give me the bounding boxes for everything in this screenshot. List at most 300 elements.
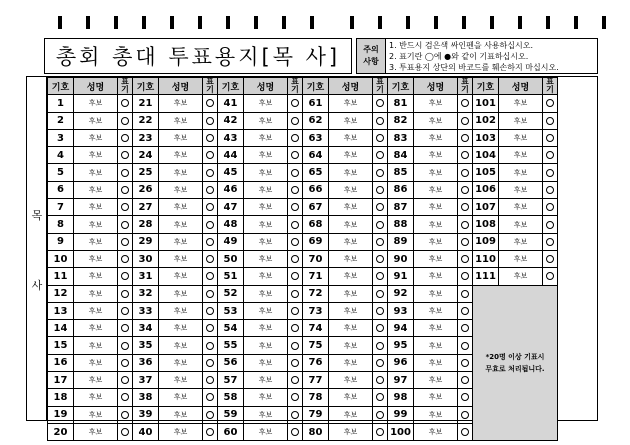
mark-cell[interactable] bbox=[373, 389, 388, 406]
mark-cell[interactable] bbox=[458, 268, 473, 285]
mark-cell[interactable] bbox=[373, 233, 388, 250]
mark-circle-icon[interactable] bbox=[546, 255, 554, 263]
mark-circle-icon[interactable] bbox=[291, 203, 299, 211]
table-row bbox=[48, 147, 558, 164]
candidate-name: 후보 bbox=[329, 354, 373, 371]
mark-cell[interactable] bbox=[288, 250, 303, 267]
mark-cell[interactable] bbox=[203, 181, 218, 198]
mark-circle-icon[interactable] bbox=[461, 342, 469, 350]
mark-circle-icon[interactable] bbox=[546, 272, 554, 280]
mark-circle-icon[interactable] bbox=[121, 393, 129, 401]
candidate-name: 후보 bbox=[74, 268, 118, 285]
mark-cell[interactable] bbox=[203, 389, 218, 406]
mark-cell[interactable] bbox=[118, 129, 133, 146]
mark-cell[interactable] bbox=[288, 95, 303, 112]
mark-circle-icon[interactable] bbox=[461, 290, 469, 298]
mark-circle-icon[interactable] bbox=[121, 272, 129, 280]
candidate-name: 후보 bbox=[159, 406, 203, 423]
mark-cell[interactable] bbox=[543, 233, 558, 250]
mark-circle-icon[interactable] bbox=[376, 324, 384, 332]
number-header: 기호 bbox=[133, 78, 159, 95]
mark-cell[interactable] bbox=[118, 354, 133, 371]
mark-circle-icon[interactable] bbox=[121, 186, 129, 194]
candidate-number: 17 bbox=[48, 372, 74, 389]
candidate-number: 22 bbox=[133, 112, 159, 129]
mark-circle-icon[interactable] bbox=[206, 376, 214, 384]
mark-cell[interactable] bbox=[203, 233, 218, 250]
candidate-number: 57 bbox=[218, 372, 244, 389]
mark-circle-icon[interactable] bbox=[121, 307, 129, 315]
candidate-name: 후보 bbox=[499, 147, 543, 164]
mark-cell[interactable] bbox=[203, 95, 218, 112]
mark-cell[interactable] bbox=[373, 199, 388, 216]
mark-cell[interactable] bbox=[203, 354, 218, 371]
mark-circle-icon[interactable] bbox=[291, 376, 299, 384]
mark-circle-icon[interactable] bbox=[121, 290, 129, 298]
mark-circle-icon[interactable] bbox=[376, 203, 384, 211]
mark-cell[interactable] bbox=[458, 320, 473, 337]
candidate-name: 후보 bbox=[159, 302, 203, 319]
mark-circle-icon[interactable] bbox=[461, 393, 469, 401]
candidate-name: 후보 bbox=[244, 268, 288, 285]
mark-cell[interactable] bbox=[118, 233, 133, 250]
mark-cell[interactable] bbox=[288, 233, 303, 250]
mark-cell[interactable] bbox=[373, 320, 388, 337]
mark-circle-icon[interactable] bbox=[121, 359, 129, 367]
mark-cell[interactable] bbox=[203, 216, 218, 233]
mark-circle-icon[interactable] bbox=[461, 359, 469, 367]
mark-circle-icon[interactable] bbox=[376, 359, 384, 367]
mark-circle-icon[interactable] bbox=[121, 203, 129, 211]
candidate-number: 81 bbox=[388, 95, 414, 112]
mark-circle-icon[interactable] bbox=[206, 117, 214, 125]
mark-cell[interactable] bbox=[203, 199, 218, 216]
mark-cell[interactable] bbox=[288, 147, 303, 164]
mark-circle-icon[interactable] bbox=[206, 359, 214, 367]
mark-cell[interactable] bbox=[288, 302, 303, 319]
mark-cell[interactable] bbox=[458, 285, 473, 302]
mark-cell[interactable] bbox=[373, 423, 388, 440]
table-row bbox=[48, 95, 558, 112]
timing-mark bbox=[226, 16, 230, 29]
notice-header bbox=[357, 39, 386, 73]
mark-circle-icon[interactable] bbox=[461, 376, 469, 384]
mark-cell[interactable] bbox=[118, 181, 133, 198]
candidate-number: 30 bbox=[133, 250, 159, 267]
mark-cell[interactable] bbox=[458, 129, 473, 146]
mark-cell[interactable] bbox=[288, 181, 303, 198]
mark-cell[interactable] bbox=[118, 216, 133, 233]
mark-cell[interactable] bbox=[203, 164, 218, 181]
mark-cell[interactable] bbox=[288, 164, 303, 181]
mark-cell[interactable] bbox=[118, 372, 133, 389]
mark-cell[interactable] bbox=[118, 268, 133, 285]
timing-mark bbox=[350, 16, 354, 29]
candidate-number: 108 bbox=[473, 216, 499, 233]
mark-circle-icon[interactable] bbox=[546, 134, 554, 142]
mark-circle-icon[interactable] bbox=[291, 151, 299, 159]
mark-cell[interactable] bbox=[458, 354, 473, 371]
mark-circle-icon[interactable] bbox=[461, 272, 469, 280]
mark-cell[interactable] bbox=[458, 95, 473, 112]
candidate-table bbox=[47, 77, 558, 441]
candidate-name: 후보 bbox=[244, 129, 288, 146]
mark-cell[interactable] bbox=[118, 95, 133, 112]
mark-circle-icon[interactable] bbox=[461, 411, 469, 419]
mark-cell[interactable] bbox=[458, 406, 473, 423]
mark-cell[interactable] bbox=[543, 199, 558, 216]
mark-cell[interactable] bbox=[288, 389, 303, 406]
mark-circle-icon[interactable] bbox=[376, 117, 384, 125]
mark-circle-icon[interactable] bbox=[461, 324, 469, 332]
mark-cell[interactable] bbox=[373, 164, 388, 181]
mark-cell[interactable] bbox=[543, 129, 558, 146]
mark-cell[interactable] bbox=[458, 233, 473, 250]
mark-circle-icon[interactable] bbox=[206, 134, 214, 142]
mark-circle-icon[interactable] bbox=[206, 99, 214, 107]
mark-circle-icon[interactable] bbox=[461, 151, 469, 159]
candidate-number: 84 bbox=[388, 147, 414, 164]
mark-circle-icon[interactable] bbox=[291, 324, 299, 332]
candidate-number: 37 bbox=[133, 372, 159, 389]
mark-circle-icon[interactable] bbox=[546, 238, 554, 246]
candidate-number: 91 bbox=[388, 268, 414, 285]
candidate-name: 후보 bbox=[159, 147, 203, 164]
header-row bbox=[48, 78, 558, 95]
mark-circle-icon[interactable] bbox=[291, 359, 299, 367]
timing-mark bbox=[574, 16, 578, 29]
mark-cell[interactable] bbox=[373, 112, 388, 129]
mark-circle-icon[interactable] bbox=[376, 342, 384, 350]
mark-cell[interactable] bbox=[373, 216, 388, 233]
mark-circle-icon[interactable] bbox=[376, 307, 384, 315]
candidate-number: 73 bbox=[303, 302, 329, 319]
mark-circle-icon[interactable] bbox=[546, 151, 554, 159]
mark-circle-icon[interactable] bbox=[121, 221, 129, 229]
mark-circle-icon[interactable] bbox=[291, 272, 299, 280]
mark-circle-icon[interactable] bbox=[376, 186, 384, 194]
candidate-number: 58 bbox=[218, 389, 244, 406]
mark-circle-icon[interactable] bbox=[206, 238, 214, 246]
mark-circle-icon[interactable] bbox=[376, 151, 384, 159]
candidate-name: 후보 bbox=[414, 268, 458, 285]
mark-cell[interactable] bbox=[203, 372, 218, 389]
candidate-name: 후보 bbox=[159, 337, 203, 354]
mark-cell[interactable] bbox=[373, 285, 388, 302]
mark-circle-icon[interactable] bbox=[376, 428, 384, 436]
mark-circle-icon[interactable] bbox=[546, 169, 554, 177]
mark-circle-icon[interactable] bbox=[461, 169, 469, 177]
mark-cell[interactable] bbox=[373, 268, 388, 285]
mark-circle-icon[interactable] bbox=[206, 411, 214, 419]
mark-cell[interactable] bbox=[118, 320, 133, 337]
mark-header: 표기 bbox=[203, 78, 218, 95]
mark-cell[interactable] bbox=[458, 216, 473, 233]
mark-circle-icon[interactable] bbox=[291, 393, 299, 401]
candidate-name: 후보 bbox=[74, 372, 118, 389]
mark-circle-icon[interactable] bbox=[121, 238, 129, 246]
mark-circle-icon[interactable] bbox=[121, 411, 129, 419]
mark-header: 표기 bbox=[458, 78, 473, 95]
candidate-number: 1 bbox=[48, 95, 74, 112]
mark-cell[interactable] bbox=[203, 129, 218, 146]
mark-circle-icon[interactable] bbox=[121, 169, 129, 177]
mark-circle-icon[interactable] bbox=[121, 324, 129, 332]
mark-cell[interactable] bbox=[118, 389, 133, 406]
mark-circle-icon[interactable] bbox=[461, 203, 469, 211]
mark-cell[interactable] bbox=[543, 268, 558, 285]
mark-cell[interactable] bbox=[458, 147, 473, 164]
mark-circle-icon[interactable] bbox=[546, 117, 554, 125]
mark-circle-icon[interactable] bbox=[206, 393, 214, 401]
mark-cell[interactable] bbox=[288, 320, 303, 337]
mark-cell[interactable] bbox=[373, 372, 388, 389]
candidate-number: 76 bbox=[303, 354, 329, 371]
mark-circle-icon[interactable] bbox=[461, 186, 469, 194]
mark-cell[interactable] bbox=[118, 199, 133, 216]
candidate-number: 61 bbox=[303, 95, 329, 112]
mark-cell[interactable] bbox=[373, 302, 388, 319]
mark-cell[interactable] bbox=[118, 147, 133, 164]
mark-circle-icon[interactable] bbox=[291, 238, 299, 246]
mark-cell[interactable] bbox=[203, 147, 218, 164]
mark-circle-icon[interactable] bbox=[461, 255, 469, 263]
mark-circle-icon[interactable] bbox=[546, 99, 554, 107]
timing-mark bbox=[602, 16, 606, 29]
mark-cell[interactable] bbox=[118, 337, 133, 354]
mark-circle-icon[interactable] bbox=[121, 428, 129, 436]
mark-circle-icon[interactable] bbox=[546, 221, 554, 229]
mark-cell[interactable] bbox=[373, 250, 388, 267]
candidate-name: 후보 bbox=[159, 199, 203, 216]
mark-cell[interactable] bbox=[458, 199, 473, 216]
mark-cell[interactable] bbox=[203, 337, 218, 354]
mark-circle-icon[interactable] bbox=[206, 203, 214, 211]
mark-circle-icon[interactable] bbox=[206, 307, 214, 315]
mark-cell[interactable] bbox=[458, 372, 473, 389]
mark-circle-icon[interactable] bbox=[121, 151, 129, 159]
mark-cell[interactable] bbox=[458, 389, 473, 406]
mark-circle-icon[interactable] bbox=[376, 238, 384, 246]
mark-cell[interactable] bbox=[118, 302, 133, 319]
mark-cell[interactable] bbox=[373, 181, 388, 198]
mark-header: 표기 bbox=[543, 78, 558, 95]
mark-circle-icon[interactable] bbox=[291, 411, 299, 419]
mark-cell[interactable] bbox=[118, 250, 133, 267]
mark-cell[interactable] bbox=[543, 95, 558, 112]
mark-circle-icon[interactable] bbox=[546, 186, 554, 194]
mark-cell[interactable] bbox=[288, 129, 303, 146]
mark-cell[interactable] bbox=[373, 95, 388, 112]
mark-circle-icon[interactable] bbox=[376, 272, 384, 280]
table-row bbox=[48, 112, 558, 129]
mark-cell[interactable] bbox=[543, 181, 558, 198]
mark-circle-icon[interactable] bbox=[291, 134, 299, 142]
candidate-name: 후보 bbox=[74, 354, 118, 371]
mark-circle-icon[interactable] bbox=[206, 221, 214, 229]
mark-circle-icon[interactable] bbox=[461, 428, 469, 436]
mark-cell[interactable] bbox=[288, 354, 303, 371]
candidate-number: 67 bbox=[303, 199, 329, 216]
mark-circle-icon[interactable] bbox=[376, 393, 384, 401]
mark-circle-icon[interactable] bbox=[121, 255, 129, 263]
mark-cell[interactable] bbox=[288, 199, 303, 216]
mark-circle-icon[interactable] bbox=[121, 376, 129, 384]
candidate-number: 80 bbox=[303, 423, 329, 440]
side-label-char: 목 bbox=[31, 209, 43, 222]
mark-cell[interactable] bbox=[543, 147, 558, 164]
candidate-name: 후보 bbox=[329, 199, 373, 216]
mark-cell[interactable] bbox=[118, 285, 133, 302]
timing-mark bbox=[254, 16, 258, 29]
mark-circle-icon[interactable] bbox=[461, 134, 469, 142]
candidate-number: 83 bbox=[388, 129, 414, 146]
candidate-name: 후보 bbox=[74, 216, 118, 233]
mark-cell[interactable] bbox=[543, 164, 558, 181]
table-row bbox=[48, 181, 558, 198]
candidate-name: 후보 bbox=[414, 372, 458, 389]
mark-cell[interactable] bbox=[373, 129, 388, 146]
mark-circle-icon[interactable] bbox=[291, 169, 299, 177]
mark-circle-icon[interactable] bbox=[291, 221, 299, 229]
candidate-name: 후보 bbox=[499, 268, 543, 285]
mark-circle-icon[interactable] bbox=[206, 324, 214, 332]
mark-cell[interactable] bbox=[288, 268, 303, 285]
mark-circle-icon[interactable] bbox=[376, 169, 384, 177]
mark-circle-icon[interactable] bbox=[461, 307, 469, 315]
mark-cell[interactable] bbox=[373, 354, 388, 371]
mark-cell[interactable] bbox=[458, 181, 473, 198]
mark-cell[interactable] bbox=[288, 216, 303, 233]
table-row bbox=[48, 129, 558, 146]
mark-cell[interactable] bbox=[373, 337, 388, 354]
candidate-number: 47 bbox=[218, 199, 244, 216]
mark-circle-icon[interactable] bbox=[206, 342, 214, 350]
mark-cell[interactable] bbox=[458, 423, 473, 440]
mark-circle-icon[interactable] bbox=[461, 99, 469, 107]
mark-cell[interactable] bbox=[373, 147, 388, 164]
mark-circle-icon[interactable] bbox=[376, 221, 384, 229]
candidate-name: 후보 bbox=[499, 129, 543, 146]
candidate-name: 후보 bbox=[329, 164, 373, 181]
candidate-name: 후보 bbox=[414, 302, 458, 319]
candidate-number: 38 bbox=[133, 389, 159, 406]
mark-cell[interactable] bbox=[458, 337, 473, 354]
mark-cell[interactable] bbox=[203, 406, 218, 423]
mark-cell[interactable] bbox=[458, 302, 473, 319]
candidate-number: 88 bbox=[388, 216, 414, 233]
timing-mark bbox=[114, 16, 118, 29]
mark-cell[interactable] bbox=[203, 268, 218, 285]
number-header: 기호 bbox=[218, 78, 244, 95]
mark-cell[interactable] bbox=[288, 285, 303, 302]
mark-cell[interactable] bbox=[203, 423, 218, 440]
mark-cell[interactable] bbox=[203, 112, 218, 129]
mark-cell[interactable] bbox=[458, 112, 473, 129]
mark-circle-icon[interactable] bbox=[291, 186, 299, 194]
mark-circle-icon[interactable] bbox=[546, 203, 554, 211]
candidate-name: 후보 bbox=[414, 233, 458, 250]
mark-circle-icon[interactable] bbox=[376, 290, 384, 298]
mark-circle-icon[interactable] bbox=[291, 255, 299, 263]
candidate-number: 31 bbox=[133, 268, 159, 285]
mark-cell[interactable] bbox=[203, 250, 218, 267]
candidate-name: 후보 bbox=[414, 129, 458, 146]
candidate-number: 78 bbox=[303, 389, 329, 406]
mark-cell[interactable] bbox=[118, 164, 133, 181]
candidate-name: 후보 bbox=[329, 302, 373, 319]
mark-circle-icon[interactable] bbox=[291, 99, 299, 107]
mark-circle-icon[interactable] bbox=[206, 169, 214, 177]
candidate-number: 87 bbox=[388, 199, 414, 216]
mark-circle-icon[interactable] bbox=[206, 290, 214, 298]
candidate-name: 후보 bbox=[329, 285, 373, 302]
mark-circle-icon[interactable] bbox=[291, 307, 299, 315]
mark-circle-icon[interactable] bbox=[206, 428, 214, 436]
number-header: 기호 bbox=[303, 78, 329, 95]
mark-circle-icon[interactable] bbox=[206, 255, 214, 263]
candidate-name: 후보 bbox=[74, 164, 118, 181]
mark-cell[interactable] bbox=[118, 423, 133, 440]
candidate-number: 74 bbox=[303, 320, 329, 337]
candidate-number: 63 bbox=[303, 129, 329, 146]
mark-circle-icon[interactable] bbox=[461, 117, 469, 125]
mark-circle-icon[interactable] bbox=[461, 238, 469, 246]
mark-circle-icon[interactable] bbox=[121, 99, 129, 107]
mark-cell[interactable] bbox=[118, 112, 133, 129]
mark-cell[interactable] bbox=[543, 216, 558, 233]
mark-circle-icon[interactable] bbox=[376, 134, 384, 142]
timing-mark bbox=[378, 16, 382, 29]
mark-cell[interactable] bbox=[203, 285, 218, 302]
candidate-name: 후보 bbox=[244, 389, 288, 406]
mark-cell[interactable] bbox=[543, 112, 558, 129]
mark-circle-icon[interactable] bbox=[376, 99, 384, 107]
mark-circle-icon[interactable] bbox=[206, 186, 214, 194]
mark-cell[interactable] bbox=[543, 250, 558, 267]
mark-cell[interactable] bbox=[203, 320, 218, 337]
mark-circle-icon[interactable] bbox=[121, 117, 129, 125]
mark-cell[interactable] bbox=[288, 406, 303, 423]
candidate-number: 107 bbox=[473, 199, 499, 216]
candidate-name: 후보 bbox=[244, 181, 288, 198]
mark-circle-icon[interactable] bbox=[291, 342, 299, 350]
mark-cell[interactable] bbox=[288, 337, 303, 354]
mark-cell[interactable] bbox=[203, 302, 218, 319]
mark-circle-icon[interactable] bbox=[461, 221, 469, 229]
candidate-name: 후보 bbox=[244, 233, 288, 250]
mark-cell[interactable] bbox=[288, 112, 303, 129]
timing-mark bbox=[58, 16, 62, 29]
mark-circle-icon[interactable] bbox=[291, 428, 299, 436]
mark-circle-icon[interactable] bbox=[206, 272, 214, 280]
mark-circle-icon[interactable] bbox=[206, 151, 214, 159]
candidate-number: 72 bbox=[303, 285, 329, 302]
mark-circle-icon[interactable] bbox=[291, 290, 299, 298]
mark-circle-icon[interactable] bbox=[376, 411, 384, 419]
mark-circle-icon[interactable] bbox=[376, 376, 384, 384]
mark-cell[interactable] bbox=[373, 406, 388, 423]
mark-cell[interactable] bbox=[458, 164, 473, 181]
mark-cell[interactable] bbox=[118, 406, 133, 423]
mark-circle-icon[interactable] bbox=[376, 255, 384, 263]
mark-cell[interactable] bbox=[288, 372, 303, 389]
mark-circle-icon[interactable] bbox=[121, 342, 129, 350]
mark-cell[interactable] bbox=[288, 423, 303, 440]
mark-circle-icon[interactable] bbox=[121, 134, 129, 142]
mark-cell[interactable] bbox=[458, 250, 473, 267]
mark-circle-icon[interactable] bbox=[291, 117, 299, 125]
